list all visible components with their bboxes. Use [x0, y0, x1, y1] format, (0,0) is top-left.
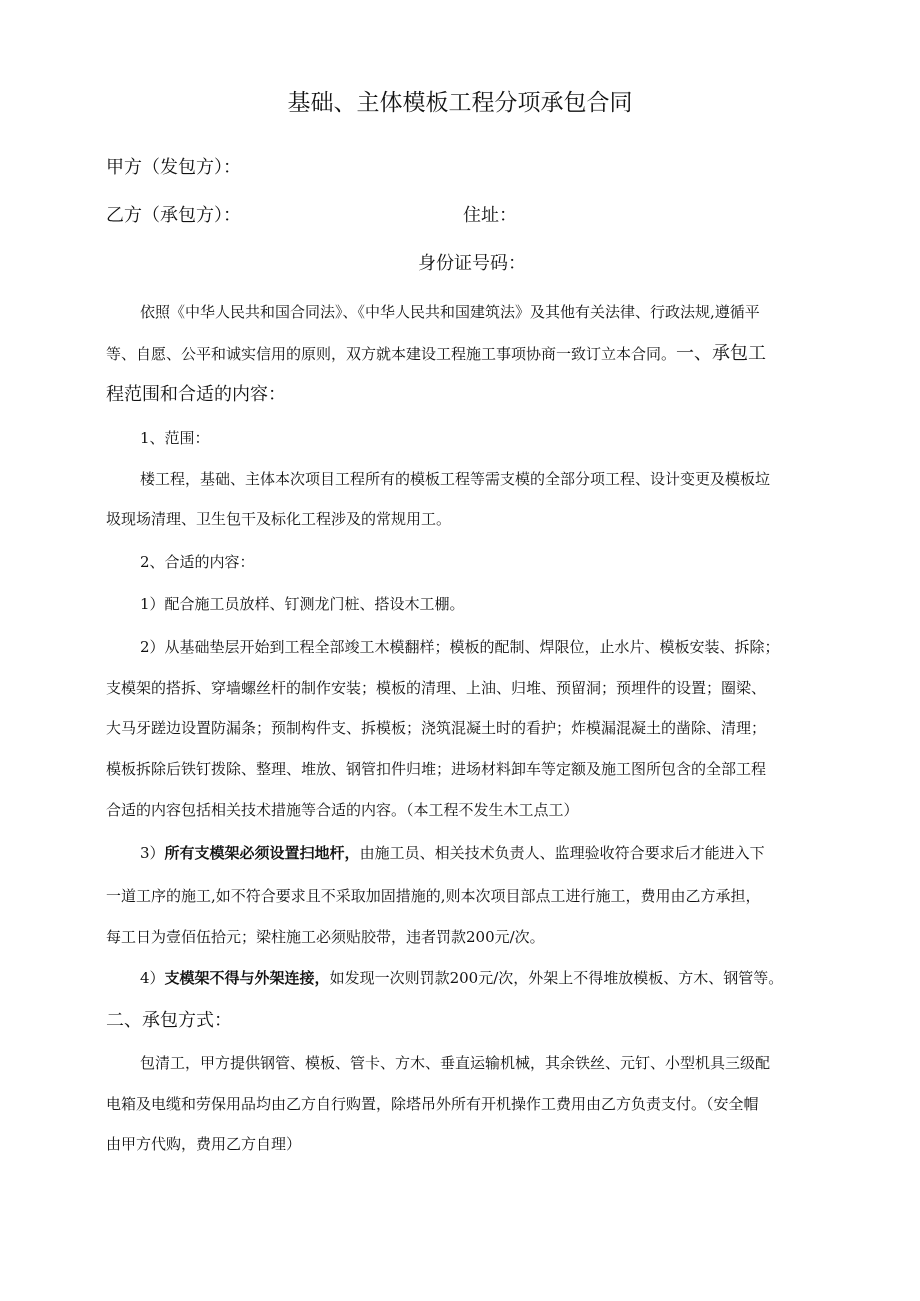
preamble-line-2-text: 等、自愿、公平和诚实信用的原则，双方就本建设工程施工事项协商一致订立本合同。 [106, 345, 677, 363]
preamble-line-2 [106, 342, 766, 366]
scope-heading: 1、范围： [140, 429, 210, 447]
party-b-label: 乙方（承包方）： [106, 205, 241, 226]
content-item-2-line-1: 2）从基础垫层开始到工程全部竣工木模翻样；模板的配制、焊限位，止水片、模板安装、拆除； [140, 638, 780, 656]
section-1-heading: 程范围和合适的内容： [106, 384, 286, 405]
address-label: 住址： [463, 205, 517, 226]
content-item-2-line-5: 合适的内容包括相关技术措施等合适的内容。（本工程不发生木工点工） [106, 801, 579, 819]
preamble-line-1: 依照《中华人民共和国合同法》、《中华人民共和国建筑法》及其他有关法律、行政法规,遵循平 [140, 303, 760, 321]
section-2-line-2: 电箱及电缆和劳保用品均由乙方自行购置，除塔吊外所有开机操作工费用由乙方负责支付。（安全帽 [106, 1095, 759, 1113]
party-a-label: 甲方（发包方）： [106, 157, 241, 178]
scope-line-1: 楼工程，基础、主体本次项目工程所有的模板工程等需支模的全部分项工程、设计变更及模板垃 [140, 470, 771, 488]
section-2-line-1: 包清工，甲方提供钢管、模板、管卡、方木、垂直运输机械，其余铁丝、元钉、小型机具三级配 [140, 1054, 771, 1072]
scope-line-2: 圾现场清理、卫生包干及标化工程涉及的常规用工。 [106, 510, 452, 528]
content-item-2-line-3: 大马牙蹉边设置防漏条；预制构件支、拆模板；浇筑混凝土时的看护；炸模漏混凝土的凿除、清理； [106, 719, 767, 737]
content-item-4 [140, 968, 783, 988]
page-title: 基础、主体模板工程分项承包合同 [287, 90, 633, 116]
content-item-2-line-2: 支模架的搭拆、穿墙螺丝杆的制作安装；模板的清理、上油、归堆、预留洞；预埋件的设置；圈梁、 [106, 679, 767, 697]
content-item-2-line-4: 模板拆除后铁钉拨除、整理、堆放、钢管扣件归堆；进场材料卸车等定额及施工图所包含的全部工程 [106, 760, 767, 778]
item-4-emphasis: 支模架不得与外架连接， [164, 969, 330, 987]
item-3-emphasis: 所有支模架必须设置扫地杆， [164, 844, 360, 862]
item-4-text: 如发现一次则罚款200元/次，外架上不得堆放模板、方木、钢管等。 [329, 969, 784, 987]
item-3-number: 3） [140, 844, 165, 862]
section-1-heading-start: 一、承包工 [676, 343, 767, 364]
section-2-line-3: 由甲方代购，费用乙方自理） [106, 1135, 302, 1153]
id-number-label: 身份证号码： [418, 253, 526, 274]
item-3-text: 由施工员、相关技术负责人、监理验收符合要求后才能进入下 [359, 844, 765, 862]
content-heading: 2、合适的内容： [140, 553, 255, 571]
content-item-3-line-1 [140, 843, 765, 863]
item-4-number: 4） [140, 969, 165, 987]
content-item-1: 1）配合施工员放样、钉测龙门桩、搭设木工棚。 [140, 595, 465, 613]
content-item-3-line-2: 一道工序的施工,如不符合要求且不采取加固措施的,则本次项目部点工进行施工，费用由乙方承担， [106, 887, 761, 905]
content-item-3-line-3: 每工日为壹佰伍拾元；梁柱施工必须贴胶带，违者罚款200元/次。 [106, 928, 545, 946]
section-2-heading: 二、承包方式： [106, 1010, 232, 1031]
